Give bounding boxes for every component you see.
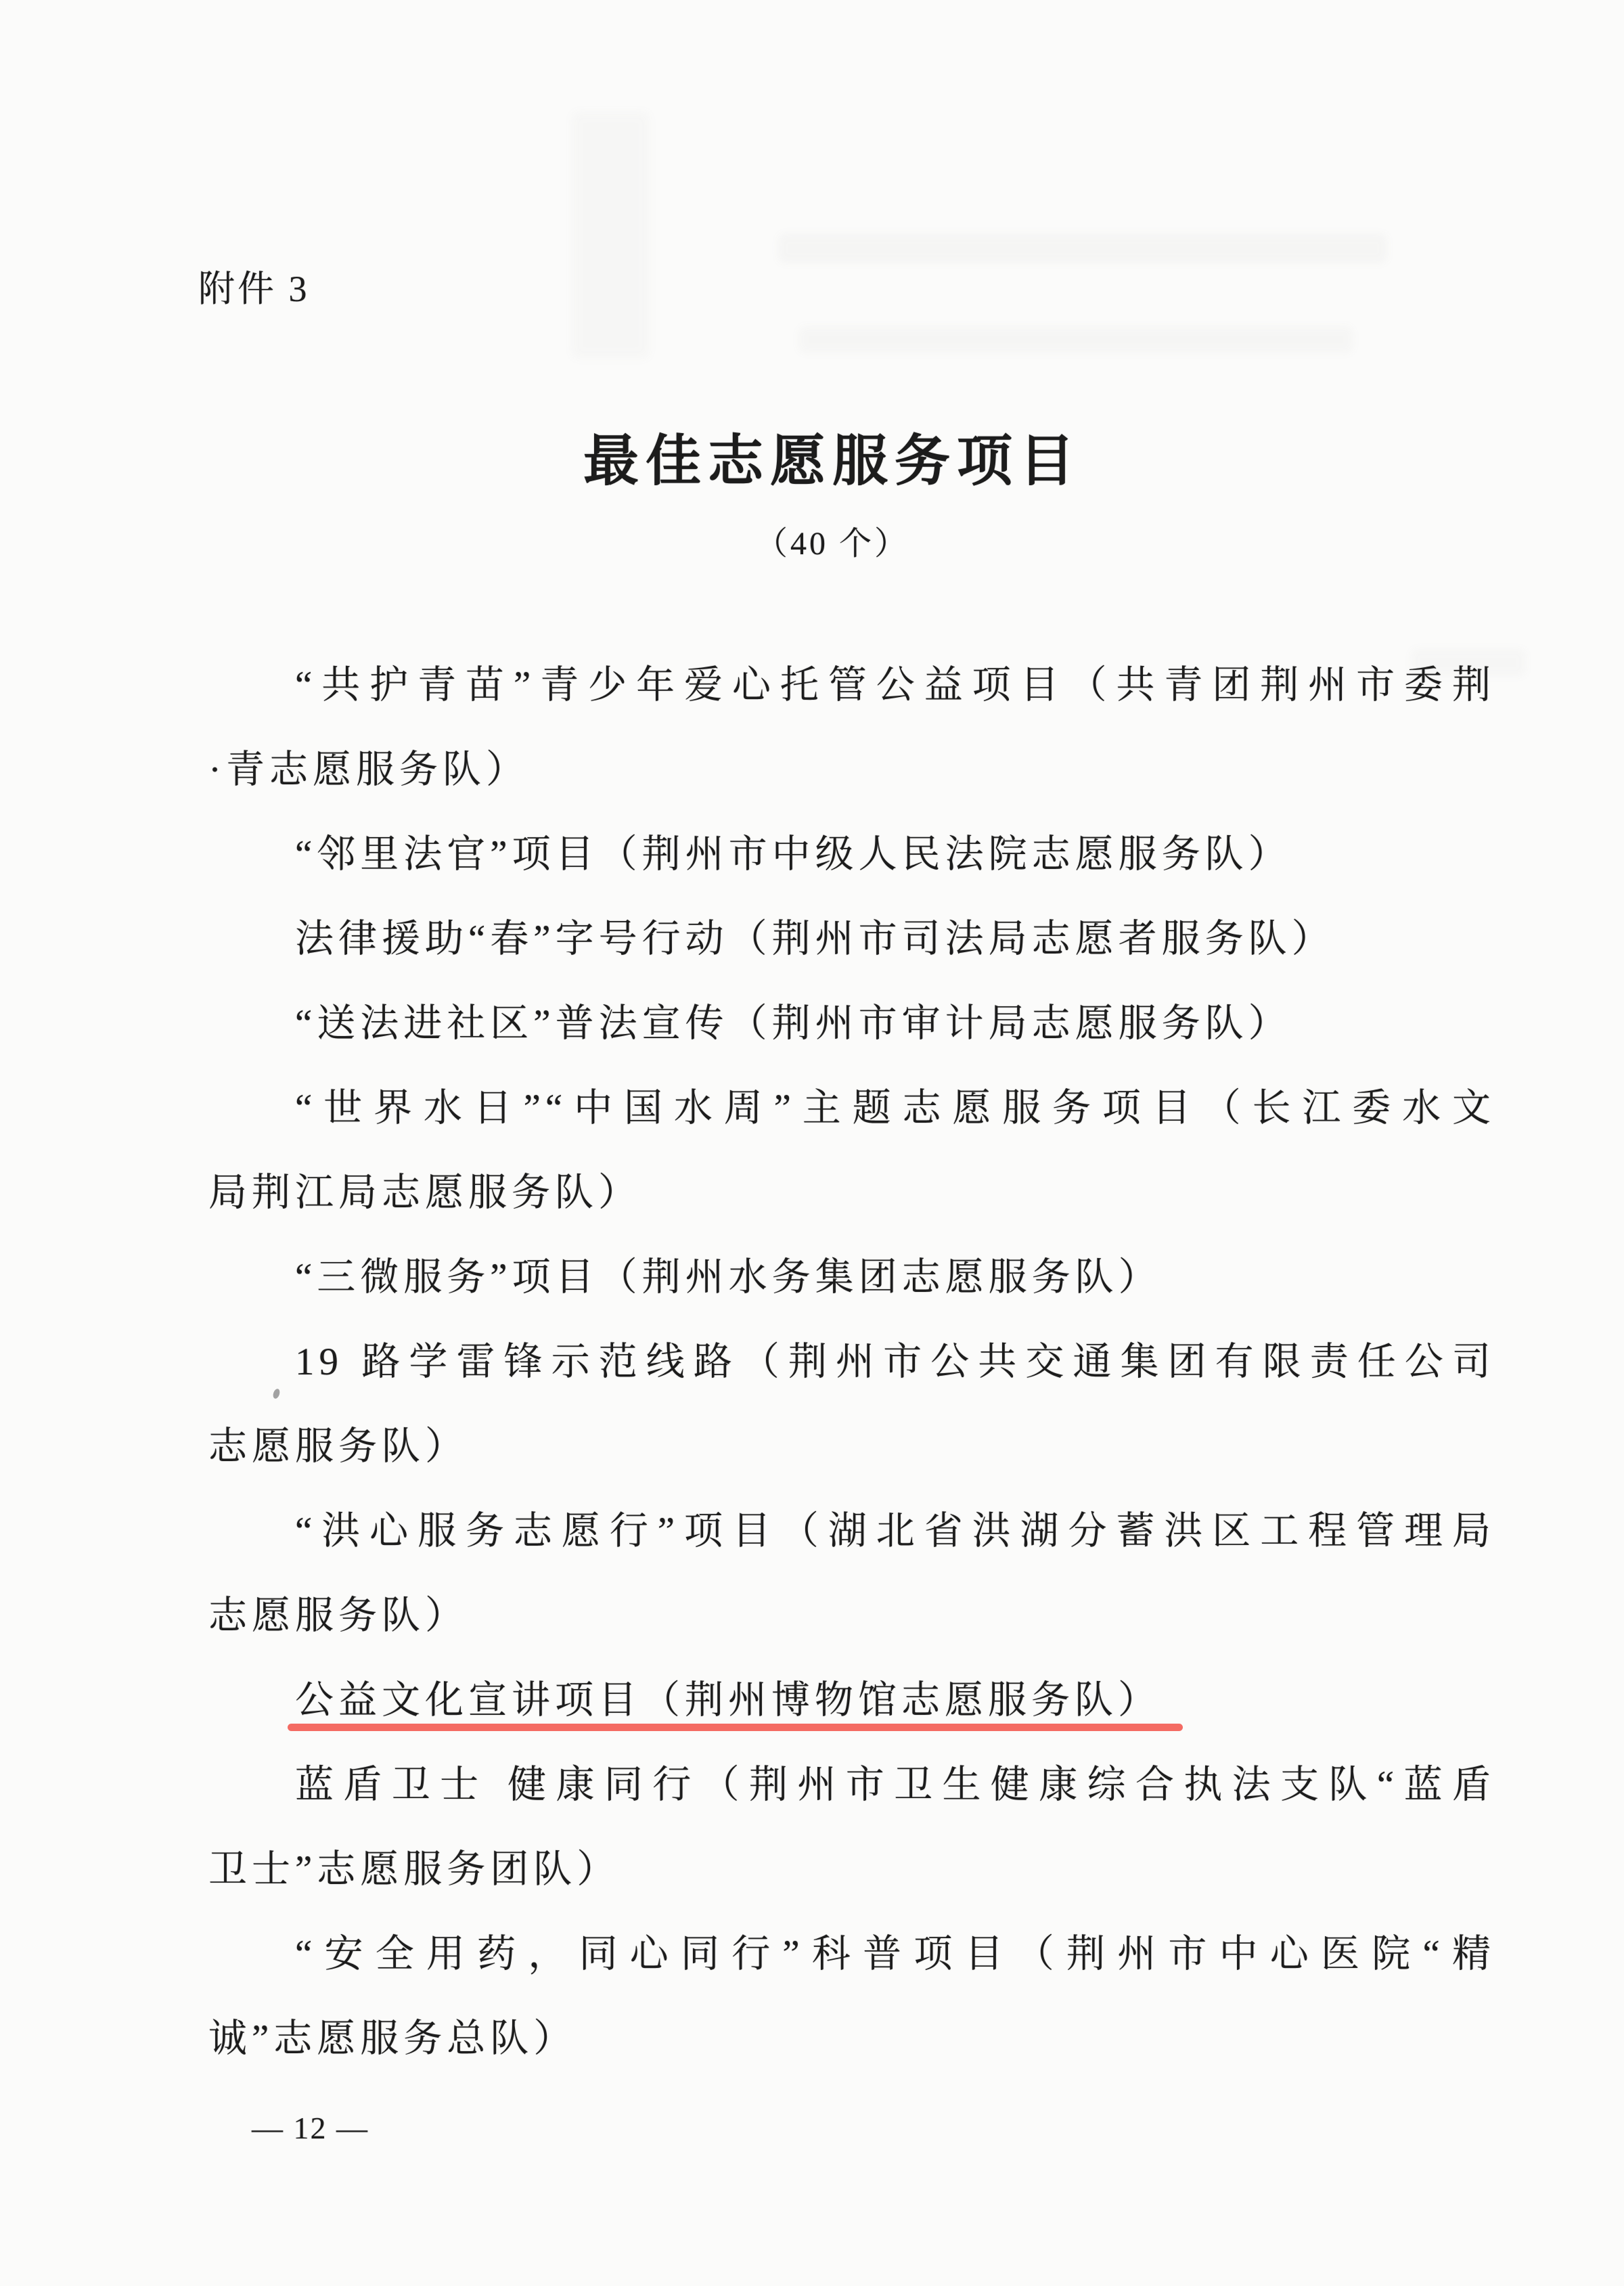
count-subtitle: （40 个）	[754, 526, 909, 562]
text-line: “洪心服务志愿行”项目（湖北省洪湖分蓄洪区工程管理局	[295, 1510, 1495, 1552]
bleedthrough-ghost	[798, 326, 1353, 353]
text-line: 志愿服务队）	[208, 1425, 468, 1468]
text-line: 蓝盾卫士 健康同行（荆州市卫生健康综合执法支队“蓝盾	[295, 1764, 1495, 1806]
text-line: 19 路学雷锋示范线路（荆州市公共交通集团有限责任公司	[295, 1341, 1495, 1383]
bleedthrough-ghost	[572, 112, 650, 359]
red-underline-annotation	[288, 1724, 1183, 1731]
page-title: 最佳志愿服务项目	[583, 430, 1081, 492]
text-line: “共护青苗”青少年爱心托管公益项目（共青团荆州市委荆	[295, 664, 1495, 707]
text-line: “三微服务”项目（荆州水务集团志愿服务队）	[295, 1256, 1162, 1299]
text-line: “安全用药，同心同行”科普项目（荆州市中心医院“精	[295, 1933, 1495, 1975]
bleedthrough-ghost	[778, 233, 1387, 263]
text-line: 志愿服务队）	[208, 1594, 468, 1637]
text-line: 局荆江局志愿服务队）	[208, 1171, 641, 1214]
text-line: ·青志愿服务队）	[208, 748, 529, 791]
text-line-highlighted: 公益文化宣讲项目（荆州博物馆志愿服务队）	[295, 1679, 1161, 1722]
text-line: “世界水日”“中国水周”主题志愿服务项目（长江委水文	[295, 1087, 1495, 1129]
attachment-label: 附件 3	[198, 269, 310, 309]
text-line: “送法进社区”普法宣传（荆州市审计局志愿服务队）	[295, 1002, 1292, 1045]
document-body	[208, 643, 1495, 2081]
text-line: 法律援助“春”字号行动（荆州市司法局志愿者服务队）	[295, 918, 1335, 960]
text-line: “邻里法官”项目（荆州市中级人民法院志愿服务队）	[295, 833, 1292, 876]
page-number: — 12 —	[252, 2111, 369, 2145]
text-line: 卫士”志愿服务团队）	[208, 1848, 621, 1891]
text-line: 诚”志愿服务总队）	[208, 2017, 577, 2060]
